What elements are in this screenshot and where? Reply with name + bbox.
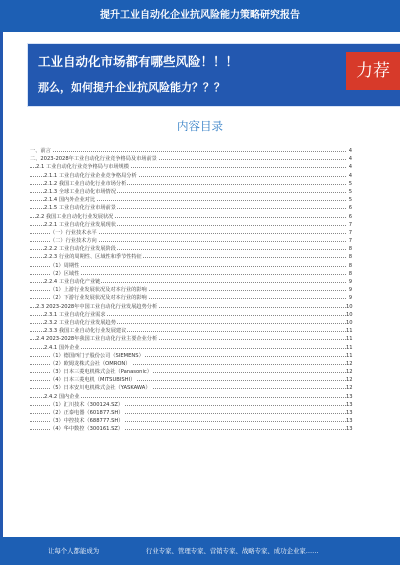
toc-entry-title: 2.1.3 全球工业自动化市场情况	[44, 188, 116, 195]
toc-entry-page: 5	[346, 188, 352, 196]
toc-entry-page: 9	[346, 294, 352, 302]
toc-entry-title: 2.2.2 工业自动化行业发展阶段	[44, 246, 116, 253]
toc-leader-dots	[30, 151, 346, 152]
toc-entry-title: 二、2023-2028年工业自动化行业竞争格局及市场前景	[30, 156, 157, 163]
toc-entry-page: 8	[346, 245, 352, 253]
toc-entry-page: 11	[346, 336, 353, 343]
toc-entry-page: 8	[346, 262, 352, 270]
report-title: 提升工业自动化企业抗风险能力策略研究报告	[100, 10, 300, 21]
toc-entry-title: 2.3.3 我国工业自动化行业发展建议	[44, 328, 127, 335]
toc-entry[interactable]	[30, 344, 352, 352]
toc-entry-title: （2）欧姆龙株式会社（OMRON）	[50, 360, 131, 367]
toc-entry[interactable]	[30, 270, 352, 278]
toc-heading: 内容目录	[177, 119, 223, 133]
toc-entry-title: 2.4 2023-2028年我国工业自动化行业主要企业分析	[36, 336, 158, 343]
toc-entry-title: （2）区域性	[50, 270, 80, 277]
toc-entry-page: 6	[346, 204, 352, 212]
toc-entry-title: 2.4.1 国外企业	[44, 344, 80, 351]
toc-entry-title: （1）周期性	[50, 262, 80, 269]
toc-entry-page: 7	[346, 229, 352, 237]
toc-entry[interactable]	[30, 360, 352, 368]
toc-entry[interactable]	[30, 188, 352, 196]
toc-entry-page: 7	[346, 221, 352, 229]
toc-entry-page: 4	[346, 147, 352, 155]
toc-entry[interactable]	[30, 286, 352, 294]
toc-entry-title: （4）华中数控（300161.SZ）	[50, 426, 124, 433]
toc-entry-page: 11	[346, 352, 353, 359]
toc-entry-title: 2.1.2 我国工业自动化行业市场分析	[44, 180, 127, 187]
toc-entry-page: 13	[346, 393, 353, 400]
toc-entry-title: （3）日本三菱电机株式会社（Panasonic）	[50, 369, 152, 376]
toc-entry-page: 13	[346, 410, 353, 416]
toc-entry-page: 9	[346, 286, 352, 294]
toc-entry[interactable]	[30, 204, 352, 212]
toc-entry[interactable]	[30, 368, 352, 376]
toc-entry-title: 2.1.1 工业自动化行业企业竞争格局分析	[44, 172, 137, 179]
report-header-bar	[0, 0, 400, 32]
toc-entry[interactable]	[30, 172, 352, 180]
toc-entry-page: 12	[346, 369, 353, 376]
toc-entry[interactable]	[30, 253, 352, 261]
toc-entry-page: 4	[346, 155, 352, 163]
toc-entry-title: （1）德国西门子股份公司（SIEMENS）	[50, 352, 144, 359]
toc-entry[interactable]	[30, 376, 352, 384]
toc-entry-page: 13	[346, 418, 353, 425]
recommend-badge: 力荐	[346, 52, 400, 90]
toc-entry-page: 12	[346, 385, 353, 392]
banner-subheadline: 那么，如何提升企业抗风险能力？？？	[38, 81, 225, 94]
toc-entry-page: 10	[346, 303, 353, 310]
toc-entry-title: （1）汇川技术（300124.SZ）	[50, 401, 124, 408]
toc-entry-page: 5	[346, 180, 352, 188]
toc-entry-title: （5）日本安川电机株式会社（YASKAWA）	[50, 385, 151, 392]
toc-entry[interactable]	[30, 155, 352, 163]
toc-entry-title: （一）行业技术水平	[50, 229, 97, 236]
toc-entry[interactable]	[30, 319, 352, 327]
toc-entry-title: 2.2.4 工业自动化产业链	[44, 279, 101, 285]
toc-entry[interactable]	[30, 417, 352, 425]
toc-entry[interactable]	[30, 401, 352, 409]
toc-entry[interactable]	[30, 294, 352, 302]
toc-entry[interactable]	[30, 303, 352, 311]
toc-entry-page: 10	[346, 311, 353, 318]
toc-entry-page: 11	[346, 344, 353, 351]
toc-entry-page: 12	[346, 377, 353, 384]
toc-entry-title: 2.3.1 工业自动化行业需求	[44, 311, 106, 318]
toc-entry-page: 7	[346, 237, 352, 245]
promo-banner	[28, 44, 400, 106]
toc-entry-title: 2.1 工业自动化行业竞争格局与市场规模	[36, 164, 129, 171]
toc-entry[interactable]	[30, 327, 352, 335]
toc-entry[interactable]	[30, 221, 352, 229]
toc-entry[interactable]	[30, 409, 352, 417]
toc-entry-title: 2.2.1 工业自动化行业发展现状	[44, 221, 116, 228]
toc-entry-title: 2.1.5 工业自动化行业市场前景	[44, 205, 116, 212]
toc-entry[interactable]	[30, 352, 352, 360]
toc-entry-page: 11	[346, 328, 353, 335]
toc-entry-page: 5	[346, 196, 352, 204]
toc-entry-title: 2.3 2023-2028年中国工业自动化行业发展趋势分析	[36, 303, 158, 310]
footer-expert-list: 行业专家、管理专家、营销专家、战略专家、成功企业家……	[146, 547, 319, 555]
toc-entry-page: 9	[346, 278, 352, 286]
toc-entry-title: 2.3.2 工业自动化行业发展趋势	[44, 319, 116, 326]
toc-entry-title: 2.2.3 行业的周期性、区域性和季节性特征	[44, 254, 142, 261]
toc-entry-page: 4	[346, 172, 352, 180]
toc-entry-title: 2.4.2 国内企业	[44, 393, 80, 400]
toc-entry-title: （3）中控技术（688777.SH）	[50, 418, 124, 425]
toc-entry-page: 8	[346, 270, 352, 278]
toc-entry[interactable]	[30, 393, 352, 401]
toc-entry[interactable]	[30, 335, 352, 343]
toc-entry-page: 13	[346, 426, 353, 433]
toc-entry[interactable]	[30, 245, 352, 253]
left-accent-stripe	[0, 32, 3, 537]
toc-entry-page: 8	[346, 253, 352, 261]
footer-slogan: 让每个人都能成为	[48, 547, 100, 555]
toc-entry[interactable]	[30, 311, 352, 319]
toc-entry-page: 6	[346, 213, 352, 221]
toc-entry-title: 2.1.4 国内外企业对比	[44, 197, 96, 204]
toc-entry-title: 2.2 我国工业自动化行业发展状况	[36, 213, 114, 220]
toc-entry[interactable]	[30, 262, 352, 270]
table-of-contents	[30, 147, 352, 434]
toc-entry[interactable]	[30, 163, 352, 171]
toc-entry-title: （1）上游行业发展状况及对本行业的影响	[50, 287, 147, 294]
toc-entry[interactable]	[30, 425, 352, 433]
toc-entry-page: 13	[346, 401, 353, 408]
toc-entry[interactable]	[30, 180, 352, 188]
toc-entry[interactable]	[30, 196, 352, 204]
toc-entry-page: 12	[346, 360, 353, 367]
toc-entry[interactable]	[30, 278, 352, 286]
toc-entry[interactable]	[30, 147, 352, 155]
toc-entry[interactable]	[30, 384, 352, 392]
toc-entry[interactable]	[30, 237, 352, 245]
toc-entry-title: （2）下游行业发展状况及对本行业的影响	[50, 295, 147, 302]
toc-entry-title: （2）正泰电器（601877.SH）	[50, 410, 124, 416]
toc-entry[interactable]	[30, 229, 352, 237]
banner-headline: 工业自动化市场都有哪些风险！！！	[38, 54, 239, 69]
toc-entry-page: 4	[346, 163, 352, 171]
toc-entry-page: 10	[346, 319, 353, 326]
footer-bar	[0, 537, 400, 565]
toc-entry-title: 一、前言	[30, 148, 51, 154]
toc-entry[interactable]	[30, 213, 352, 221]
toc-entry-title: （二）行业技术方向	[50, 238, 97, 245]
toc-entry-title: （4）日本三菱电机（MITSUBISHI）	[50, 377, 136, 384]
